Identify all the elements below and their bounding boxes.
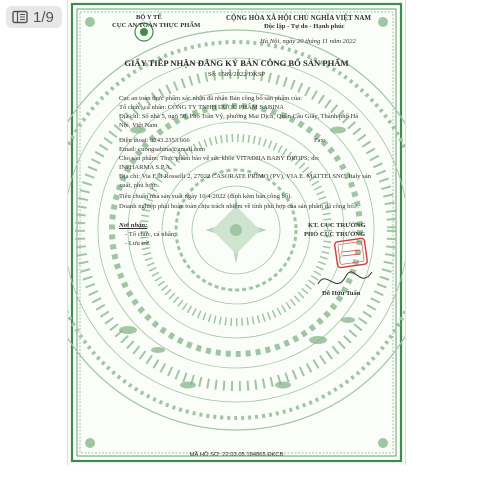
pages-icon <box>12 10 28 24</box>
agency-name: CỤC AN TOÀN THỰC PHẨM <box>112 22 201 29</box>
recipient-item: - Tổ chức, cá nhân; <box>125 231 176 238</box>
page-counter <box>6 6 62 28</box>
recipient-item: - Lưu trữ. <box>125 240 151 247</box>
certificate-document <box>67 0 406 465</box>
body-line: Cho sản phẩm: Thực phẩm bảo vệ sức khỏe VITADHA BABY DROPS; do: <box>119 155 320 162</box>
country-name: CỘNG HÒA XÃ HỘI CHỦ NGHĨA VIỆT NAM <box>226 14 372 22</box>
official-seal-icon <box>334 236 368 270</box>
body-line: Tổ chức, cá nhân: CÔNG TY TNHH DƯỢC PHẨM SABINA <box>119 104 284 111</box>
body-line: xuất, phù hợp: <box>119 182 158 189</box>
body-line: Email: cuongsabina@gmail.com <box>119 146 206 153</box>
body-line: Địa chỉ: Số nhà 5, ngõ 58, Phố Trần Vỹ, phường Mai Dịch, Quận Cầu Giấy, Thành phố Hà <box>119 113 359 120</box>
issue-date: Hà Nội, ngày 20 tháng 11 năm 2022 <box>260 38 356 45</box>
signer-title-1: KT. CỤC TRƯỞNG <box>308 222 366 229</box>
body-line: Địa chỉ: Via F.lli Rosselli 2, 27022 CASORATE PRIMO (PV), VIA E. MATTEI SNC, Italy sản <box>119 173 371 180</box>
document-number: Số: 6589/2022/ĐKSP <box>207 71 266 78</box>
body-line: Doanh nghiệp phải hoàn toàn chịu trách nhiệm về tính phù hợp của sản phẩm đã công bố./. <box>119 203 359 210</box>
document-title: GIẤY TIẾP NHẬN ĐĂNG KÝ BẢN CÔNG BỐ SẢN PHẨM <box>124 58 349 68</box>
ministry-name: BỘ Y TẾ <box>136 14 162 21</box>
body-line: Điện thoại: 0243.2353.666 <box>119 137 190 144</box>
body-line: Tiêu chuẩn nhà sản xuất ngày 10/4/2022 (đính kèm bản công bố). <box>119 193 292 200</box>
page-counter-text: 1/9 <box>33 8 54 26</box>
national-motto: Độc lập - Tự do - Hạnh phúc <box>264 23 345 30</box>
signer-title-2: PHÓ CỤC TRƯỞNG <box>304 231 366 238</box>
body-line: INPHARMA S.P.A. <box>119 164 172 171</box>
verification-code: MÃ HỒ SƠ: 22.03.05.184865.ĐKCB <box>189 452 284 458</box>
body-line: Cục an toàn thực phẩm xác nhận đã nhận Bản công bố sản phẩm của: <box>119 95 303 102</box>
recipients-heading: Nơi nhận: <box>119 222 148 229</box>
fax-label: Fax: <box>314 137 326 144</box>
signer-name: Đỗ Hữu Tuấn <box>322 290 361 297</box>
body-line: Nội, Việt Nam <box>119 122 158 129</box>
